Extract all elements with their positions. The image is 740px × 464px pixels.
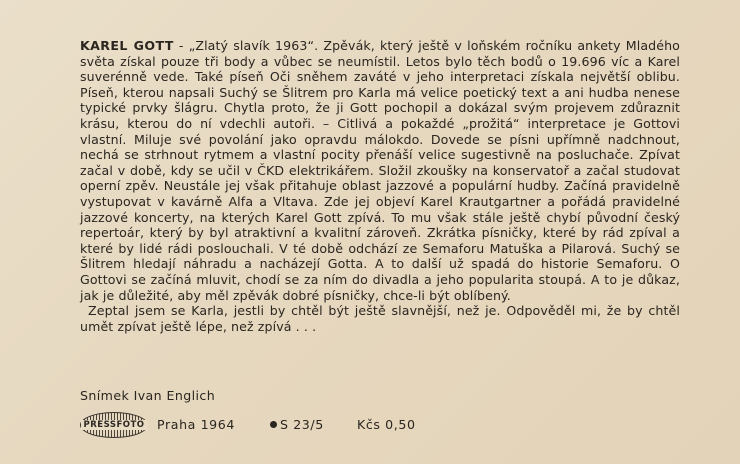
city-year: Praha 1964 [157, 417, 236, 432]
bullet-icon [270, 421, 277, 428]
pressfoto-logo-icon [80, 412, 148, 438]
price: Kčs 0,50 [357, 417, 416, 432]
article-text [80, 38, 680, 334]
publisher-footer [80, 412, 500, 438]
paragraph-1-text: - „Zlatý slavík 1963“. Zpěvák, který ještě v loňském ročníku ankety Mladého světa získal pouze tři body a vůbec se neumístil. Letos bylo těch bodů o 19.696 víc a Karel suverénně vede. Také píseň Oči sněhem zaváté v jeho interpretaci získala největší oblibu. Píseň, kterou napsali Suchý se Šlitrem pro Karla má velice poetický text a ani hudba nenese typické prvky šlágru. Chytla proto, že ji Gott pochopil a dokázal svým projevem zdůraznit krásu, kterou do ní vdechli autoři. – Citlivá a pokaždé „prožitá“ interpretace je Gottovi vlastní. Miluje své povolání jako opravdu málokdo. Dovede se písni upřímně nadchnout, nechá se strhnout rytmem a vlastní pocity přenáší velice sugestivně na posluchače. Zpívat začal v době, kdy se učil v ČKD elektrikářem. Složil zkoušky na konservatoř a začal studovat operní zpěv. Neustále jej však přitahuje oblast jazzové a populární hudby. Začíná pravidelně vystupovat v kavárně Alfa a Vltava. Zde jej objeví Karel Krautgartner a pořádá pravidelné jazzové koncerty, na kterých Karel Gott zpívá. To mu však stále ještě chybí původní český repertoár, který by byl atraktivní a kvalitní zároveň. Zkrátka písničky, které by rád zpíval a které by lidé rádi poslouchali. V té době odchází ze Semaforu Matuška a Pilarová. Suchý se Šlitrem hledají náhradu a nacházejí Gotta. A to další už spadá do historie Semaforu. O Gottovi se začíná mluvit, chodí se za ním do divadla a jeho popularita stoupá. A to je důkaz, jak je důležité, aby měl zpěvák dobré písničky, chce-li být oblíbený. [80, 38, 680, 303]
photo-credit: Snímek Ivan Englich [80, 388, 216, 403]
logo-text: PRESSFOTO [81, 420, 148, 430]
series-code: S 23/5 [280, 417, 324, 432]
singer-name: KAREL GOTT [80, 38, 174, 53]
article-paragraph-1 [80, 38, 680, 303]
series-code-wrapper [270, 417, 324, 432]
article-paragraph-2: Zeptal jsem se Karla, jestli by chtěl být ještě slavnější, než je. Odpověděl mi, že by chtěl umět zpívat ještě lépe, než zpívá . . . [80, 303, 680, 334]
